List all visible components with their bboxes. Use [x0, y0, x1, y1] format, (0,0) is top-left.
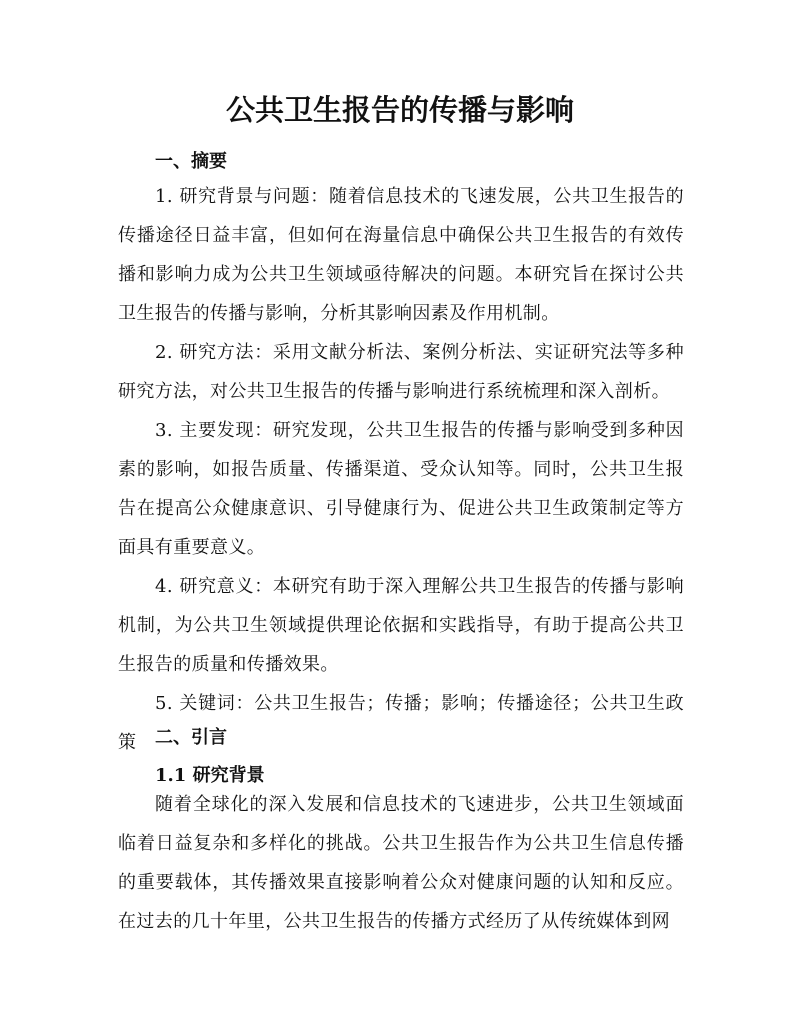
section-heading-introduction: 二、引言	[155, 727, 227, 748]
background-paragraph: 随着全球化的深入发展和信息技术的飞速进步，公共卫生领域面临着日益复杂和多样化的挑战。公共卫生报告作为公共卫生信息传播的重要载体，其传播效果直接影响着公众对健康问题的认知和反应。在过去的几十年里，公共卫生报告的传播方式经历了从传统媒体到网	[118, 794, 684, 932]
abstract-item-5: 5. 关键词：公共卫生报告；传播；影响；传播途径；公共卫生政策	[118, 693, 684, 753]
abstract-item-4: 4. 研究意义：本研究有助于深入理解公共卫生报告的传播与影响机制，为公共卫生领域提供理论依据和实践指导，有助于提高公共卫生报告的质量和传播效果。	[118, 576, 684, 675]
abstract-item-1: 1. 研究背景与问题：随着信息技术的飞速发展，公共卫生报告的传播途径日益丰富，但如何在海量信息中确保公共卫生报告的有效传播和影响力成为公共卫生领域亟待解决的问题。本研究旨在探讨公共卫生报告的传播与影响，分析其影响因素及作用机制。	[118, 186, 684, 324]
abstract-item-2: 2. 研究方法：采用文献分析法、案例分析法、实证研究法等多种研究方法，对公共卫生报告的传播与影响进行系统梳理和深入剖析。	[118, 342, 684, 402]
subsection-heading-background: 1.1 研究背景	[155, 765, 265, 786]
abstract-item-3: 3. 主要发现：研究发现，公共卫生报告的传播与影响受到多种因素的影响，如报告质量、传播渠道、受众认知等。同时，公共卫生报告在提高公众健康意识、引导健康行为、促进公共卫生政策制定等方面具有重要意义。	[118, 420, 684, 558]
section-heading-abstract: 一、摘要	[155, 151, 227, 172]
document-title: 公共卫生报告的传播与影响	[225, 93, 574, 127]
